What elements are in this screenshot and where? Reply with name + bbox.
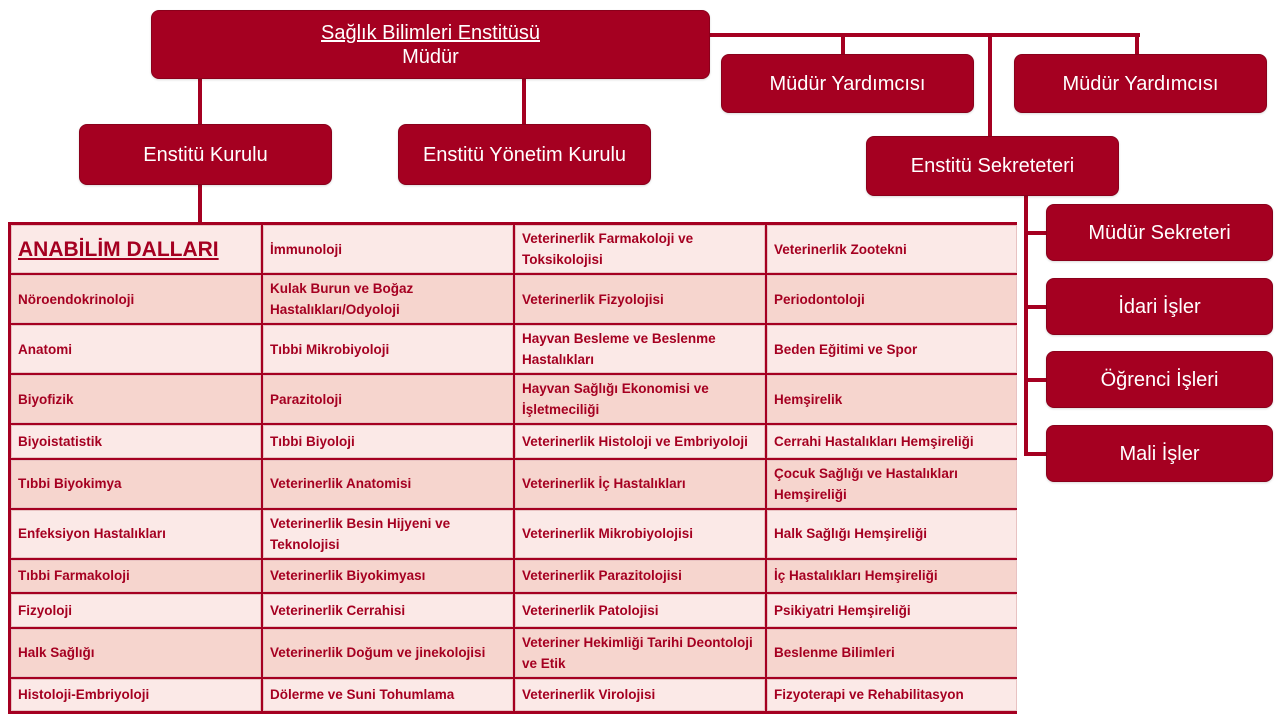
department-cell: Veterinerlik Farmakoloji ve Toksikolojisi	[515, 225, 765, 273]
connector-to-admin-affairs	[1024, 305, 1048, 309]
department-cell: Veterinerlik İç Hastalıkları	[515, 460, 765, 508]
department-cell: Halk Sağlığı Hemşireliği	[767, 510, 1017, 558]
department-cell: Hemşirelik	[767, 375, 1017, 423]
department-cell: Anatomi	[11, 325, 261, 373]
root-node	[151, 10, 710, 79]
root-subtitle: Müdür	[402, 45, 459, 68]
admin-affairs-label: İdari İşler	[1118, 295, 1201, 318]
connector-root-to-assistants	[708, 33, 1140, 37]
executive-board	[398, 124, 651, 185]
assistant-director-left	[721, 54, 974, 113]
department-cell: Veteriner Hekimliği Tarihi Deontoloji ve Etik	[515, 629, 765, 677]
department-cell: Halk Sağlığı	[11, 629, 261, 677]
department-cell: Biyofizik	[11, 375, 261, 423]
connector-board-to-departments	[198, 184, 202, 224]
department-cell: Beslenme Bilimleri	[767, 629, 1017, 677]
department-cell: Tıbbi Mikrobiyoloji	[263, 325, 513, 373]
financial-affairs	[1046, 425, 1273, 482]
connector-root-to-executive-board	[522, 78, 526, 126]
department-cell: Veterinerlik Zootekni	[767, 225, 1017, 273]
department-cell: Veterinerlik Patolojisi	[515, 594, 765, 627]
financial-affairs-label: Mali İşler	[1119, 442, 1200, 465]
executive-board-label: Enstitü Yönetim Kurulu	[422, 143, 627, 166]
department-cell: İç Hastalıkları Hemşireliği	[767, 560, 1017, 593]
department-cell: Fizyoterapi ve Rehabilitasyon	[767, 679, 1017, 712]
student-affairs	[1046, 351, 1273, 408]
connector-to-student-affairs	[1024, 378, 1048, 382]
department-cell: Dölerme ve Suni Tohumlama	[263, 679, 513, 712]
student-affairs-label: Öğrenci İşleri	[1100, 368, 1219, 391]
connector-to-secretary	[988, 33, 992, 137]
department-cell: Veterinerlik Histoloji ve Embriyoloji	[515, 425, 765, 458]
admin-affairs	[1046, 278, 1273, 335]
connector-to-assistant-left	[841, 33, 845, 55]
departments-header: ANABİLİM DALLARI	[11, 225, 261, 273]
department-cell: Veterinerlik Cerrahisi	[263, 594, 513, 627]
department-cell: İmmunoloji	[263, 225, 513, 273]
department-cell: Veterinerlik Biyokimyası	[263, 560, 513, 593]
department-cell: Veterinerlik Doğum ve jinekolojisi	[263, 629, 513, 677]
department-cell: Nöroendokrinoloji	[11, 275, 261, 323]
department-cell: Kulak Burun ve Boğaz Hastalıkları/Odyoloji	[263, 275, 513, 323]
department-cell: Psikiyatri Hemşireliği	[767, 594, 1017, 627]
department-cell: Veterinerlik Mikrobiyolojisi	[515, 510, 765, 558]
department-cell: Hayvan Sağlığı Ekonomisi ve İşletmeciliği	[515, 375, 765, 423]
assistant-director-left-label: Müdür Yardımcısı	[769, 72, 926, 95]
department-cell: Tıbbi Farmakoloji	[11, 560, 261, 593]
department-cell: Biyoistatistik	[11, 425, 261, 458]
institute-secretary	[866, 136, 1119, 196]
department-cell: Veterinerlik Virolojisi	[515, 679, 765, 712]
department-cell: Tıbbi Biyoloji	[263, 425, 513, 458]
departments-table	[8, 222, 1017, 714]
assistant-director-right	[1014, 54, 1267, 113]
director-secretary-label: Müdür Sekreteri	[1088, 221, 1231, 244]
department-cell: Periodontoloji	[767, 275, 1017, 323]
connector-root-to-institute-board	[198, 78, 202, 126]
department-cell: Veterinerlik Parazitolojisi	[515, 560, 765, 593]
department-cell: Beden Eğitimi ve Spor	[767, 325, 1017, 373]
department-cell: Çocuk Sağlığı ve Hastalıkları Hemşireliği	[767, 460, 1017, 508]
institute-secretary-label: Enstitü Sekreteteri	[910, 155, 1075, 177]
department-cell: Fizyoloji	[11, 594, 261, 627]
connector-to-director-secretary	[1024, 231, 1048, 235]
department-cell: Histoloji-Embriyoloji	[11, 679, 261, 712]
connector-to-financial-affairs	[1024, 452, 1048, 456]
institute-board-label: Enstitü Kurulu	[143, 143, 268, 166]
department-cell: Hayvan Besleme ve Beslenme Hastalıkları	[515, 325, 765, 373]
institute-board	[79, 124, 332, 185]
department-cell: Tıbbi Biyokimya	[11, 460, 261, 508]
department-cell: Veterinerlik Anatomisi	[263, 460, 513, 508]
department-cell: Veterinerlik Besin Hijyeni ve Teknolojisi	[263, 510, 513, 558]
department-cell: Veterinerlik Fizyolojisi	[515, 275, 765, 323]
assistant-director-right-label: Müdür Yardımcısı	[1062, 72, 1219, 95]
connector-to-assistant-right	[1135, 33, 1139, 55]
department-cell: Enfeksiyon Hastalıkları	[11, 510, 261, 558]
director-secretary	[1046, 204, 1273, 261]
department-cell: Parazitoloji	[263, 375, 513, 423]
root-title: Sağlık Bilimleri Enstitüsü	[321, 21, 540, 44]
department-cell: Cerrahi Hastalıkları Hemşireliği	[767, 425, 1017, 458]
